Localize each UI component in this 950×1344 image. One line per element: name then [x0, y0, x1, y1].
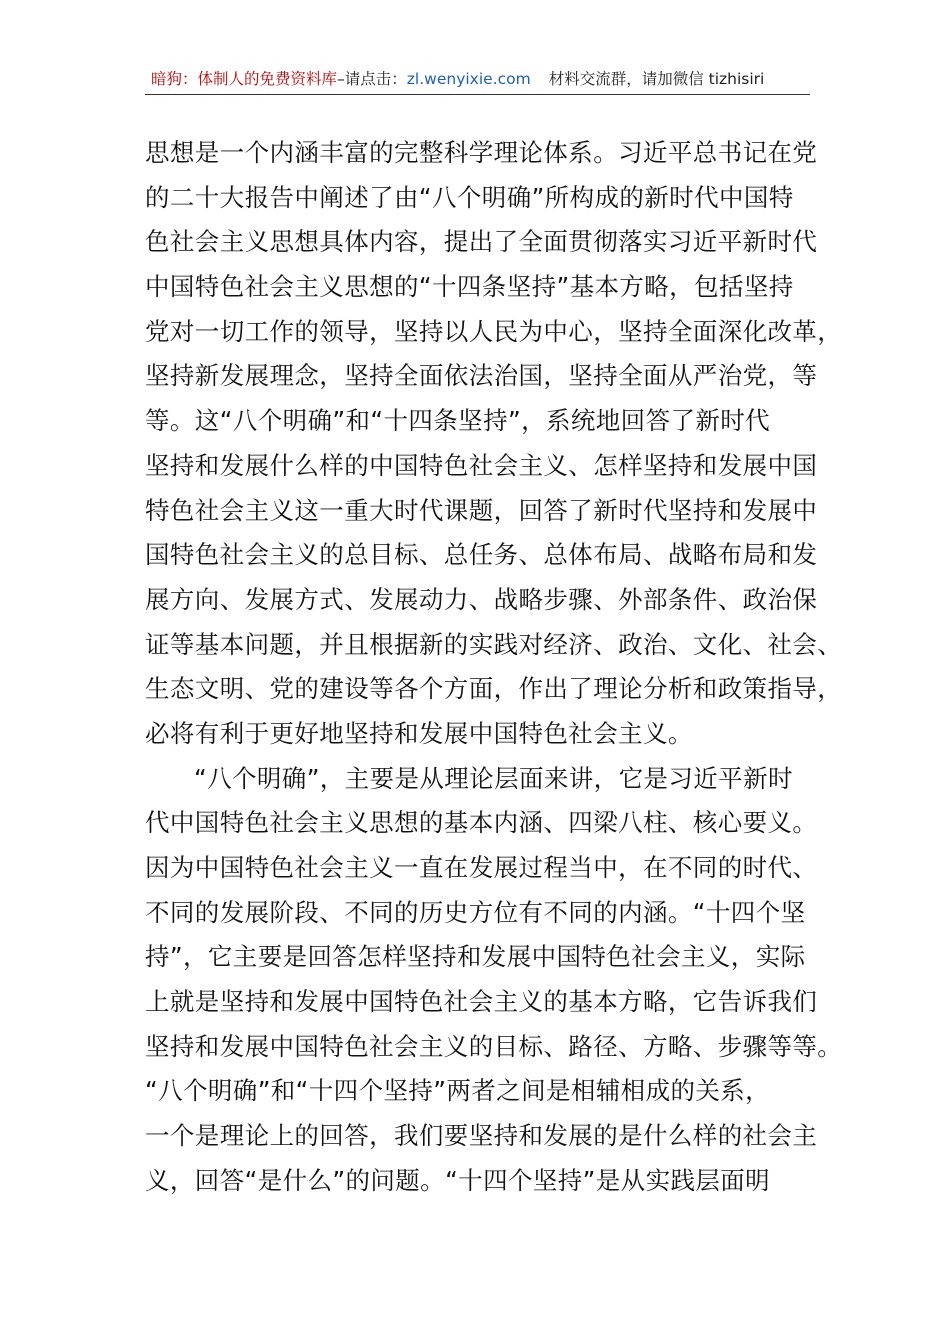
text-line: 党对一切工作的领导，坚持以人民为中心，坚持全面深化改革，: [145, 316, 843, 346]
text-line: “八个明确”和“十四个坚持”两者之间是相辅相成的关系，: [145, 1076, 771, 1106]
header-separator: –请点击：: [337, 70, 407, 88]
header-contact: 材料交流群，请加微信 tizhisiri: [548, 70, 765, 88]
text-line: 上就是坚持和发展中国特色社会主义的基本方略，它告诉我们: [145, 987, 818, 1017]
text-line: 不同的发展阶段、不同的历史方位有不同的内涵。“十四个坚: [145, 897, 806, 927]
text-line: 特色社会主义这一重大时代课题，回答了新时代坚持和发展中: [145, 495, 818, 525]
text-line: 展方向、发展方式、发展动力、战略步骤、外部条件、政治保: [145, 584, 818, 614]
text-line: 代中国特色社会主义思想的基本内涵、四梁八柱、核心要义。: [145, 808, 818, 838]
text-line: 证等基本问题，并且根据新的实践对经济、政治、文化、社会、: [145, 629, 843, 659]
text-line: 色社会主义思想具体内容，提出了全面贯彻落实习近平新时代: [145, 227, 818, 257]
text-line: 坚持和发展中国特色社会主义的目标、路径、方略、步骤等等。: [145, 1031, 843, 1061]
text-line: 坚持新发展理念，坚持全面依法治国，坚持全面从严治党，等: [145, 361, 818, 391]
header-brand: 暗狗：体制人的免费资料库: [151, 70, 338, 88]
text-line: 国特色社会主义的总目标、总任务、总体布局、战略布局和发: [145, 540, 818, 570]
document-body: [145, 131, 843, 1204]
text-line: 的二十大报告中阐述了由“八个明确”所构成的新时代中国特: [145, 182, 794, 212]
text-line: 等。这“八个明确”和“十四条坚持”，系统地回答了新时代: [145, 406, 771, 436]
header-line: [151, 69, 764, 89]
page-header: [145, 62, 810, 95]
text-line: 坚持和发展什么样的中国特色社会主义、怎样坚持和发展中国: [145, 450, 818, 480]
text-line: 生态文明、党的建设等各个方面，作出了理论分析和政策指导，: [145, 674, 843, 704]
text-line: 义，回答“是什么”的问题。“十四个坚持”是从实践层面明: [145, 1165, 771, 1195]
paragraph-start-line: “八个明确”，主要是从理论层面来讲，它是习近平新时: [194, 763, 793, 793]
text-line: 必将有利于更好地坚持和发展中国特色社会主义。: [145, 718, 693, 748]
text-line: 中国特色社会主义思想的“十四条坚持”基本方略，包括坚持: [145, 272, 794, 302]
text-line: 一个是理论上的回答，我们要坚持和发展的是什么样的社会主: [145, 1121, 818, 1151]
header-url-link[interactable]: zl.wenyixie.com: [406, 70, 531, 88]
text-line: 因为中国特色社会主义一直在发展过程当中，在不同的时代、: [145, 853, 818, 882]
text-line: 持”，它主要是回答怎样坚持和发展中国特色社会主义，实际: [145, 942, 806, 972]
text-line: 思想是一个内涵丰富的完整科学理论体系。习近平总书记在党: [145, 138, 818, 167]
